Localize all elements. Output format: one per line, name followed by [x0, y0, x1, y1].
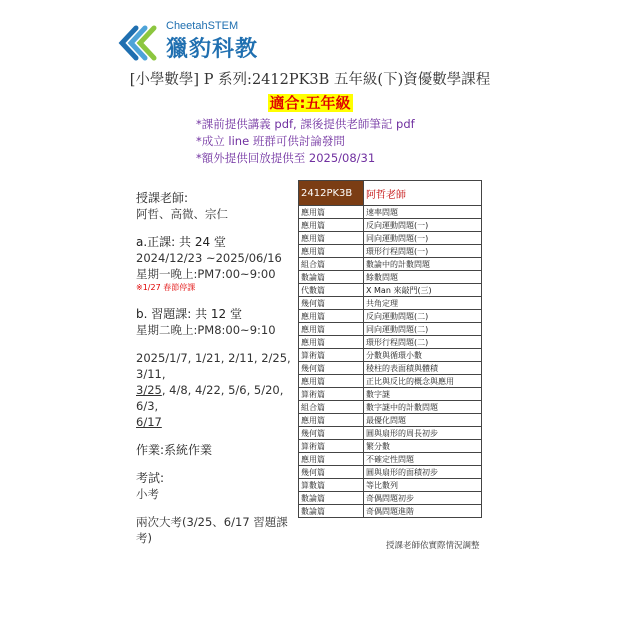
topic-category-cell: 應用篇	[299, 323, 364, 336]
exam-quiz: 小考	[136, 487, 159, 501]
table-row	[299, 245, 482, 258]
practice-dates-line-1: 2025/1/7, 1/21, 2/11, 2/25, 3/11,	[136, 351, 291, 381]
topic-category-cell: 應用篇	[299, 232, 364, 245]
topic-category-cell: 算術篇	[299, 388, 364, 401]
table-row	[299, 440, 482, 453]
table-row	[299, 219, 482, 232]
topic-title-cell: 奇偶問題進階	[364, 505, 482, 518]
teacher-names: 阿哲、高微、宗仁	[136, 207, 228, 221]
topic-title-cell: 數論中的計數問題	[364, 258, 482, 271]
topic-title-cell: X Man 來敲門(三)	[364, 284, 482, 297]
table-row	[299, 466, 482, 479]
topic-category-cell: 算術篇	[299, 349, 364, 362]
grade-label: 適合:五年級	[269, 94, 351, 112]
exam-heading: 考試:	[136, 471, 165, 485]
practice-class-time: 星期二晚上:PM8:00~9:10	[136, 323, 276, 337]
regular-class-time: 星期一晚上:PM7:00~9:00	[136, 267, 276, 281]
table-row	[299, 479, 482, 492]
cheetahstem-logo	[118, 20, 378, 70]
topic-title-cell: 環形行程問題(一)	[364, 245, 482, 258]
table-row	[299, 505, 482, 518]
topic-category-cell: 應用篇	[299, 206, 364, 219]
logo-english-text: CheetahSTEM	[166, 20, 239, 32]
topic-category-cell: 幾何篇	[299, 362, 364, 375]
topic-title-cell: 速率問題	[364, 206, 482, 219]
topic-category-cell: 算數篇	[299, 479, 364, 492]
topic-category-cell: 應用篇	[299, 219, 364, 232]
table-row	[299, 388, 482, 401]
topic-title-cell: 數字謎	[364, 388, 482, 401]
topic-title-cell: 不確定性問題	[364, 453, 482, 466]
course-code-header: 2412PK3B	[299, 181, 364, 206]
topic-title-cell: 奇偶問題初步	[364, 492, 482, 505]
schedule-table	[298, 180, 482, 518]
topic-title-cell: 同向運動問題(二)	[364, 323, 482, 336]
table-row	[299, 271, 482, 284]
topic-title-cell: 餘數問題	[364, 271, 482, 284]
table-row	[299, 414, 482, 427]
table-header-row	[299, 181, 482, 206]
topic-title-cell: 數字謎中的計數問題	[364, 401, 482, 414]
note-item: *課前提供講義 pdf, 課後提供老師筆記 pdf	[196, 117, 415, 131]
topic-category-cell: 組合篇	[299, 258, 364, 271]
table-row	[299, 297, 482, 310]
note-item: *成立 line 班群可供討論發問	[196, 134, 345, 148]
topic-title-cell: 圓與扇形的面積初步	[364, 466, 482, 479]
topic-category-cell: 應用篇	[299, 245, 364, 258]
table-row	[299, 284, 482, 297]
regular-class-heading: a.正課: 共 24 堂	[136, 235, 226, 249]
table-row	[299, 232, 482, 245]
topic-category-cell: 算術篇	[299, 440, 364, 453]
exam-major: 兩次大考(3/25、6/17 習題課考)	[136, 515, 288, 545]
topic-category-cell: 應用篇	[299, 414, 364, 427]
topic-title-cell: 反向運動問題(二)	[364, 310, 482, 323]
topic-category-cell: 幾何篇	[299, 297, 364, 310]
topic-category-cell: 組合篇	[299, 401, 364, 414]
course-notes	[196, 116, 415, 167]
table-row	[299, 310, 482, 323]
topic-category-cell: 應用篇	[299, 310, 364, 323]
regular-class-note: ※1/27 春節停課	[136, 283, 196, 292]
grade-badge	[0, 92, 620, 113]
page-title: [小學數學] P 系列:2412PK3B 五年級(下)資優數學課程	[129, 72, 491, 88]
practice-class-heading: b. 習題課: 共 12 堂	[136, 307, 243, 321]
table-row	[299, 336, 482, 349]
practice-exam-date-1: 3/25	[136, 383, 162, 397]
topic-category-cell: 應用篇	[299, 375, 364, 388]
table-row	[299, 258, 482, 271]
table-row	[299, 427, 482, 440]
topic-category-cell: 數論篇	[299, 492, 364, 505]
topic-title-cell: 最優化問題	[364, 414, 482, 427]
topic-category-cell: 幾何篇	[299, 466, 364, 479]
table-row	[299, 323, 482, 336]
table-row	[299, 362, 482, 375]
note-item: *額外提供回放提供至 2025/08/31	[196, 151, 376, 165]
topic-title-cell: 反向運動問題(一)	[364, 219, 482, 232]
homework-text: 作業:系統作業	[136, 443, 213, 457]
topic-title-cell: 正比與反比的概念與應用	[364, 375, 482, 388]
logo-chinese-text: 獵豹科教	[166, 37, 259, 62]
topic-category-cell: 數論篇	[299, 505, 364, 518]
topic-title-cell: 同向運動問題(一)	[364, 232, 482, 245]
course-info-panel	[136, 190, 296, 546]
topic-category-cell: 應用篇	[299, 453, 364, 466]
table-row	[299, 401, 482, 414]
table-row	[299, 492, 482, 505]
logo-mark-icon	[118, 24, 162, 62]
teacher-heading: 授課老師:	[136, 191, 189, 205]
table-row	[299, 453, 482, 466]
topic-title-cell: 等比數列	[364, 479, 482, 492]
topic-category-cell: 數論篇	[299, 271, 364, 284]
topic-title-cell: 分數與循環小數	[364, 349, 482, 362]
practice-exam-date-2: 6/17	[136, 415, 162, 429]
topic-title-cell: 稜柱的表面積與體積	[364, 362, 482, 375]
topic-title-cell: 環形行程問題(二)	[364, 336, 482, 349]
table-row	[299, 349, 482, 362]
topic-category-cell: 應用篇	[299, 336, 364, 349]
teacher-header: 阿哲老師	[364, 181, 482, 206]
topic-category-cell: 幾何篇	[299, 427, 364, 440]
topic-title-cell: 共角定理	[364, 297, 482, 310]
topic-title-cell: 圓與扇形的周長初步	[364, 427, 482, 440]
topic-category-cell: 代數篇	[299, 284, 364, 297]
table-row	[299, 206, 482, 219]
footnote: 授課老師依實際情況調整	[386, 541, 480, 551]
topic-title-cell: 繁分數	[364, 440, 482, 453]
regular-class-dates: 2024/12/23 ~2025/06/16	[136, 251, 282, 265]
table-row	[299, 375, 482, 388]
practice-dates-line-2: 3/25, 4/8, 4/22, 5/6, 5/20, 6/3,	[136, 383, 284, 413]
